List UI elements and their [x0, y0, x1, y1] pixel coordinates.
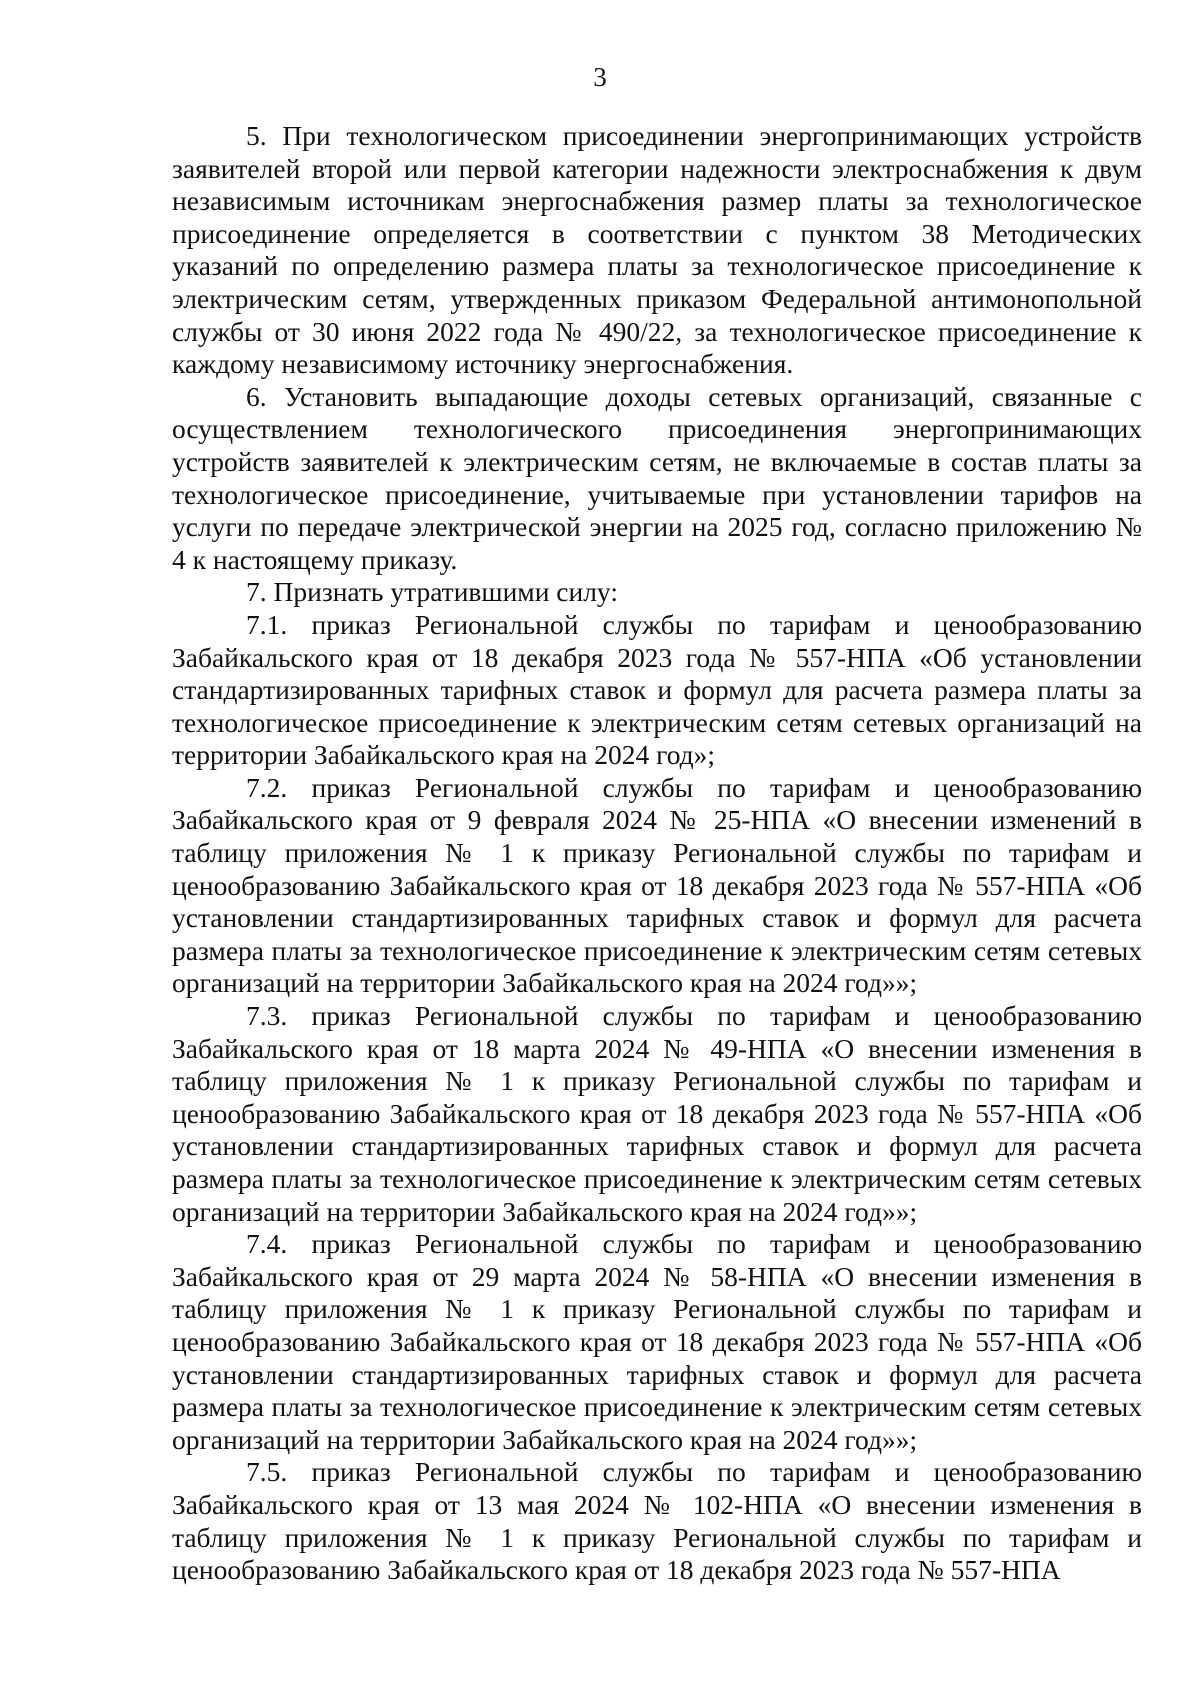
- paragraph-6: 6. Установить выпадающие доходы сетевых организаций, связанные с осуществлением технологического присоединения энергопринимающих устройств заявителей к электрическим сетям, не включаемые в состав платы за технологическое присоединение, учитываемые при установлении тарифов на услуги по передаче электрической энергии на 2025 год, согласно приложению № 4 к настоящему приказу.: [172, 380, 1142, 575]
- paragraph-7-1: 7.1. приказ Региональной службы по тарифам и ценообразованию Забайкальского края от 18 декабря 2023 года № 557-НПА «Об установлении стандартизированных тарифных ставок и формул для расчета размера платы за технологическое присоединение к электрическим сетям сетевых организаций на территории Забайкальского края на 2024 год»;: [172, 608, 1142, 771]
- paragraph-7-3: 7.3. приказ Региональной службы по тарифам и ценообразованию Забайкальского края от 18 марта 2024 № 49-НПА «О внесении изменения в таблицу приложения № 1 к приказу Региональной службы по тарифам и ценообразованию Забайкальского края от 18 декабря 2023 года № 557-НПА «Об установлении стандартизированных тарифных ставок и формул для расчета размера платы за технологическое присоединение к электрическим сетям сетевых организаций на территории Забайкальского края на 2024 год»»;: [172, 1000, 1142, 1227]
- document-body: [172, 120, 1142, 1587]
- page-number: 3: [593, 62, 607, 92]
- paragraph-7-5: 7.5. приказ Региональной службы по тарифам и ценообразованию Забайкальского края от 13 мая 2024 № 102-НПА «О внесении изменения в таблицу приложения № 1 к приказу Региональной службы по тарифам и ценообразованию Забайкальского края от 18 декабря 2023 года № 557-НПА: [172, 1456, 1142, 1586]
- paragraph-7: 7. Признать утратившими силу:: [246, 576, 618, 608]
- paragraph-7-4: 7.4. приказ Региональной службы по тарифам и ценообразованию Забайкальского края от 29 марта 2024 № 58-НПА «О внесении изменения в таблицу приложения № 1 к приказу Региональной службы по тарифам и ценообразованию Забайкальского края от 18 декабря 2023 года № 557-НПА «Об установлении стандартизированных тарифных ставок и формул для расчета размера платы за технологическое присоединение к электрическим сетям сетевых организаций на территории Забайкальского края на 2024 год»»;: [172, 1228, 1142, 1455]
- paragraph-5: 5. При технологическом присоединении энергопринимающих устройств заявителей второй или первой категории надежности электроснабжения к двум независимым источникам энергоснабжения размер платы за технологическое присоединение определяется в соответствии с пунктом 38 Методических указаний по определению размера платы за технологическое присоединение к электрическим сетям, утвержденных приказом Федеральной антимонопольной службы от 30 июня 2022 года № 490/22, за технологическое присоединение к каждому независимому источнику энергоснабжения.: [172, 120, 1142, 380]
- paragraph-7-2: 7.2. приказ Региональной службы по тарифам и ценообразованию Забайкальского края от 9 февраля 2024 № 25-НПА «О внесении изменений в таблицу приложения № 1 к приказу Региональной службы по тарифам и ценообразованию Забайкальского края от 18 декабря 2023 года № 557-НПА «Об установлении стандартизированных тарифных ставок и формул для расчета размера платы за технологическое присоединение к электрическим сетям сетевых организаций на территории Забайкальского края на 2024 год»»;: [172, 771, 1142, 999]
